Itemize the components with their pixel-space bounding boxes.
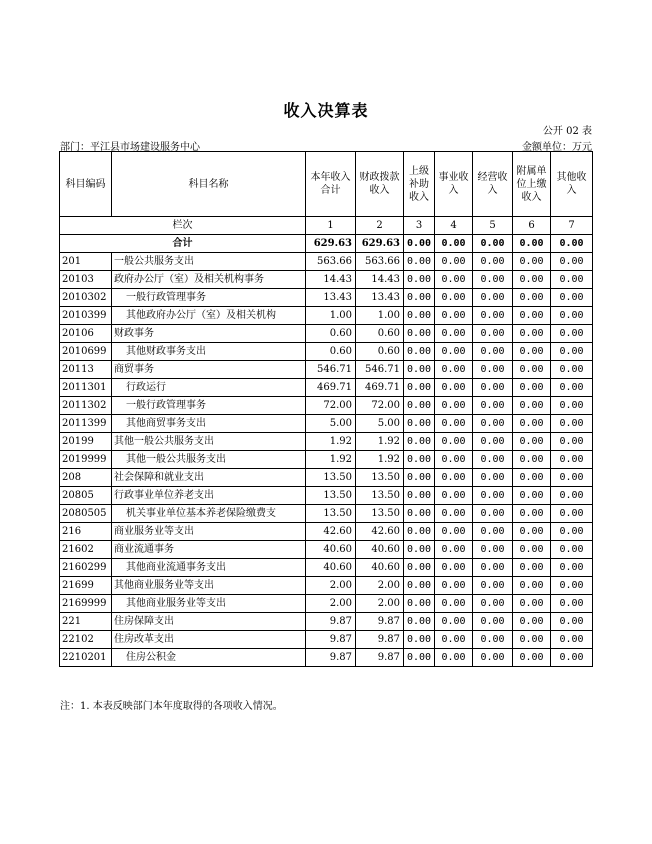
table-row (60, 631, 593, 649)
index-col: 4 (435, 217, 473, 235)
amount-cell: 0.60 (356, 325, 404, 343)
amount-cell: 13.50 (306, 505, 356, 523)
amount-cell: 0.00 (551, 451, 593, 469)
amount-cell: 0.00 (473, 613, 513, 631)
amount-cell: 0.00 (473, 289, 513, 307)
table-row (60, 379, 593, 397)
amount-cell: 0.00 (435, 541, 473, 559)
subject-name: 财政事务 (112, 325, 306, 343)
amount-cell: 0.00 (435, 271, 473, 289)
subject-code: 2010699 (60, 343, 112, 361)
subject-code: 20805 (60, 487, 112, 505)
amount-cell: 0.00 (551, 415, 593, 433)
header-business-income: 事业收入 (435, 152, 473, 217)
amount-cell: 0.00 (435, 523, 473, 541)
index-col: 3 (404, 217, 435, 235)
subject-name: 商贸事务 (112, 361, 306, 379)
amount-cell: 0.00 (435, 559, 473, 577)
amount-cell: 0.00 (435, 487, 473, 505)
table-row (60, 289, 593, 307)
amount-cell: 0.00 (551, 613, 593, 631)
subject-code: 2019999 (60, 451, 112, 469)
amount-cell: 0.00 (513, 361, 551, 379)
table-row (60, 325, 593, 343)
table-row (60, 487, 593, 505)
table-row (60, 415, 593, 433)
amount-cell: 0.00 (551, 361, 593, 379)
subject-code: 221 (60, 613, 112, 631)
amount-cell: 0.00 (473, 271, 513, 289)
subject-name: 其他政府办公厅（室）及相关机构 (112, 307, 306, 325)
amount-cell: 0.00 (435, 595, 473, 613)
amount-cell: 13.50 (306, 469, 356, 487)
table-row (60, 577, 593, 595)
amount-cell: 0.00 (513, 541, 551, 559)
amount-cell: 0.00 (404, 541, 435, 559)
subject-name: 一般公共服务支出 (112, 253, 306, 271)
amount-cell: 9.87 (356, 631, 404, 649)
amount-cell: 0.00 (513, 577, 551, 595)
subject-name: 住房保障支出 (112, 613, 306, 631)
amount-cell: 0.00 (513, 523, 551, 541)
amount-cell: 0.00 (473, 433, 513, 451)
amount-cell: 0.60 (356, 343, 404, 361)
amount-cell: 0.00 (404, 271, 435, 289)
amount-cell: 13.50 (356, 505, 404, 523)
amount-cell: 0.00 (435, 289, 473, 307)
subject-code: 20199 (60, 433, 112, 451)
amount-cell: 2.00 (306, 595, 356, 613)
total-row (60, 235, 593, 253)
index-label: 栏次 (60, 217, 306, 235)
subject-code: 2160299 (60, 559, 112, 577)
amount-cell: 0.00 (435, 343, 473, 361)
amount-cell: 0.00 (551, 343, 593, 361)
subject-name: 行政运行 (112, 379, 306, 397)
amount-cell: 469.71 (306, 379, 356, 397)
amount-cell: 42.60 (306, 523, 356, 541)
amount-cell: 13.43 (306, 289, 356, 307)
amount-cell: 0.00 (435, 649, 473, 667)
amount-cell: 0.00 (551, 541, 593, 559)
subject-code: 216 (60, 523, 112, 541)
subject-name: 一般行政管理事务 (112, 397, 306, 415)
amount-cell: 0.00 (473, 505, 513, 523)
amount-cell: 0.00 (404, 415, 435, 433)
amount-cell: 0.00 (435, 451, 473, 469)
amount-cell: 0.00 (513, 487, 551, 505)
subject-code: 20106 (60, 325, 112, 343)
table-row (60, 523, 593, 541)
amount-cell: 0.00 (404, 487, 435, 505)
index-col: 6 (513, 217, 551, 235)
amount-cell: 0.00 (404, 577, 435, 595)
amount-cell: 0.00 (551, 271, 593, 289)
amount-cell: 1.00 (306, 307, 356, 325)
subject-code: 21699 (60, 577, 112, 595)
amount-cell: 0.00 (404, 559, 435, 577)
subject-name: 住房公积金 (112, 649, 306, 667)
amount-cell: 0.00 (473, 397, 513, 415)
amount-cell: 0.00 (473, 577, 513, 595)
subject-name: 住房改革支出 (112, 631, 306, 649)
amount-cell: 0.60 (306, 343, 356, 361)
amount-cell: 0.00 (404, 631, 435, 649)
subject-code: 20113 (60, 361, 112, 379)
amount-cell: 0.00 (513, 505, 551, 523)
table-row (60, 451, 593, 469)
header-affiliated-income: 附属单位上缴收入 (513, 152, 551, 217)
amount-cell: 563.66 (306, 253, 356, 271)
subject-name: 商业服务业等支出 (112, 523, 306, 541)
amount-cell: 0.00 (404, 325, 435, 343)
subject-name: 其他商业服务业等支出 (112, 595, 306, 613)
table-row (60, 595, 593, 613)
amount-cell: 0.00 (551, 595, 593, 613)
index-col: 7 (551, 217, 593, 235)
amount-cell: 546.71 (306, 361, 356, 379)
subject-code: 2011302 (60, 397, 112, 415)
amount-cell: 0.00 (473, 325, 513, 343)
subject-code: 2210201 (60, 649, 112, 667)
amount-cell: 0.00 (404, 595, 435, 613)
department-label: 部门：平江县市场建设服务中心 (60, 142, 200, 153)
header-operating-income: 经营收入 (473, 152, 513, 217)
amount-cell: 0.00 (513, 649, 551, 667)
amount-cell: 9.87 (306, 649, 356, 667)
subject-code: 2011301 (60, 379, 112, 397)
amount-cell: 0.00 (435, 433, 473, 451)
amount-cell: 0.00 (435, 577, 473, 595)
amount-cell: 0.00 (551, 505, 593, 523)
amount-cell: 0.00 (404, 379, 435, 397)
table-row (60, 469, 593, 487)
amount-cell: 0.00 (551, 307, 593, 325)
amount-cell: 9.87 (306, 631, 356, 649)
subject-name: 其他商业流通事务支出 (112, 559, 306, 577)
table-row (60, 397, 593, 415)
amount-cell: 546.71 (356, 361, 404, 379)
amount-unit-label: 金额单位：万元 (522, 142, 592, 153)
amount-cell: 0.00 (473, 307, 513, 325)
table-row (60, 649, 593, 667)
subject-code: 208 (60, 469, 112, 487)
amount-cell: 13.50 (356, 469, 404, 487)
amount-cell: 0.00 (513, 253, 551, 271)
table-row (60, 559, 593, 577)
amount-cell: 0.00 (473, 343, 513, 361)
amount-cell: 2.00 (356, 595, 404, 613)
header-name: 科目名称 (112, 152, 306, 217)
subject-name: 机关事业单位基本养老保险缴费支 (112, 505, 306, 523)
amount-cell: 0.00 (435, 397, 473, 415)
amount-cell: 0.00 (404, 433, 435, 451)
amount-cell: 14.43 (356, 271, 404, 289)
total-label: 合计 (60, 235, 306, 253)
index-row (60, 217, 593, 235)
amount-cell: 9.87 (306, 613, 356, 631)
amount-cell: 0.00 (473, 595, 513, 613)
amount-cell: 0.00 (551, 379, 593, 397)
amount-cell: 0.00 (513, 397, 551, 415)
header-superior-subsidy: 上级补助收入 (404, 152, 435, 217)
table-row (60, 271, 593, 289)
amount-cell: 1.92 (356, 433, 404, 451)
header-code: 科目编码 (60, 152, 112, 217)
amount-cell: 0.00 (473, 469, 513, 487)
subject-name: 其他商贸事务支出 (112, 415, 306, 433)
subject-name: 一般行政管理事务 (112, 289, 306, 307)
index-col: 5 (473, 217, 513, 235)
table-row (60, 433, 593, 451)
table-row (60, 343, 593, 361)
amount-cell: 0.00 (404, 397, 435, 415)
amount-cell: 13.50 (356, 487, 404, 505)
amount-cell: 0.00 (513, 613, 551, 631)
amount-cell: 5.00 (306, 415, 356, 433)
amount-cell: 0.00 (435, 505, 473, 523)
amount-cell: 0.00 (513, 631, 551, 649)
subject-code: 2011399 (60, 415, 112, 433)
subject-name: 行政事业单位养老支出 (112, 487, 306, 505)
amount-cell: 0.00 (435, 325, 473, 343)
amount-cell: 1.92 (356, 451, 404, 469)
amount-cell: 0.00 (513, 433, 551, 451)
subject-code: 201 (60, 253, 112, 271)
subject-name: 其他商业服务业等支出 (112, 577, 306, 595)
amount-cell: 40.60 (306, 541, 356, 559)
income-table (59, 151, 593, 667)
subject-code: 2010399 (60, 307, 112, 325)
header-other-income: 其他收入 (551, 152, 593, 217)
amount-cell: 0.00 (473, 631, 513, 649)
index-col: 2 (356, 217, 404, 235)
amount-cell: 0.00 (551, 577, 593, 595)
amount-cell: 0.00 (513, 559, 551, 577)
amount-cell: 0.00 (551, 289, 593, 307)
amount-cell: 0.00 (473, 361, 513, 379)
total-value: 629.63 (306, 235, 356, 253)
amount-cell: 9.87 (356, 613, 404, 631)
amount-cell: 0.00 (551, 469, 593, 487)
header-fiscal-appropriation: 财政拨款收入 (356, 152, 404, 217)
subject-code: 20103 (60, 271, 112, 289)
amount-cell: 0.00 (473, 451, 513, 469)
amount-cell: 0.00 (551, 397, 593, 415)
amount-cell: 0.00 (473, 559, 513, 577)
amount-cell: 0.00 (404, 469, 435, 487)
amount-cell: 0.00 (435, 613, 473, 631)
amount-cell: 72.00 (356, 397, 404, 415)
subject-name: 社会保障和就业支出 (112, 469, 306, 487)
amount-cell: 0.00 (404, 343, 435, 361)
amount-cell: 0.00 (513, 451, 551, 469)
amount-cell: 0.00 (513, 271, 551, 289)
index-col: 1 (306, 217, 356, 235)
amount-cell: 0.00 (473, 541, 513, 559)
header-total-income: 本年收入合计 (306, 152, 356, 217)
amount-cell: 0.00 (404, 289, 435, 307)
amount-cell: 0.00 (513, 325, 551, 343)
amount-cell: 1.92 (306, 451, 356, 469)
table-row (60, 541, 593, 559)
table-row (60, 361, 593, 379)
amount-cell: 40.60 (356, 541, 404, 559)
amount-cell: 2.00 (356, 577, 404, 595)
amount-cell: 0.00 (513, 307, 551, 325)
total-value: 0.00 (473, 235, 513, 253)
total-value: 0.00 (513, 235, 551, 253)
total-value: 629.63 (356, 235, 404, 253)
amount-cell: 0.00 (435, 253, 473, 271)
amount-cell: 469.71 (356, 379, 404, 397)
amount-cell: 563.66 (356, 253, 404, 271)
amount-cell: 0.00 (404, 649, 435, 667)
amount-cell: 5.00 (356, 415, 404, 433)
subject-code: 21602 (60, 541, 112, 559)
amount-cell: 40.60 (356, 559, 404, 577)
amount-cell: 0.00 (551, 649, 593, 667)
amount-cell: 14.43 (306, 271, 356, 289)
amount-cell: 0.00 (513, 289, 551, 307)
amount-cell: 0.00 (551, 559, 593, 577)
amount-cell: 0.00 (551, 523, 593, 541)
amount-cell: 0.00 (551, 253, 593, 271)
amount-cell: 0.00 (404, 253, 435, 271)
amount-cell: 0.00 (435, 307, 473, 325)
amount-cell: 13.50 (306, 487, 356, 505)
amount-cell: 0.00 (473, 649, 513, 667)
amount-cell: 72.00 (306, 397, 356, 415)
amount-cell: 0.00 (404, 505, 435, 523)
amount-cell: 0.00 (551, 631, 593, 649)
subject-code: 2169999 (60, 595, 112, 613)
amount-cell: 0.00 (513, 379, 551, 397)
amount-cell: 1.92 (306, 433, 356, 451)
amount-cell: 0.00 (551, 487, 593, 505)
subject-name: 政府办公厅（室）及相关机构事务 (112, 271, 306, 289)
amount-cell: 0.00 (513, 469, 551, 487)
amount-cell: 13.43 (356, 289, 404, 307)
amount-cell: 0.00 (551, 433, 593, 451)
amount-cell: 0.60 (306, 325, 356, 343)
amount-cell: 0.00 (404, 307, 435, 325)
total-value: 0.00 (551, 235, 593, 253)
header-row (60, 152, 593, 217)
subject-code: 2010302 (60, 289, 112, 307)
page-title: 收入决算表 (283, 101, 369, 120)
table-row (60, 613, 593, 631)
subject-code: 22102 (60, 631, 112, 649)
amount-cell: 40.60 (306, 559, 356, 577)
amount-cell: 0.00 (513, 343, 551, 361)
amount-cell: 0.00 (435, 415, 473, 433)
amount-cell: 0.00 (404, 451, 435, 469)
subject-code: 2080505 (60, 505, 112, 523)
table-row (60, 307, 593, 325)
footnote: 注：1. 本表反映部门本年度取得的各项收入情况。 (60, 701, 283, 712)
amount-cell: 2.00 (306, 577, 356, 595)
amount-cell: 42.60 (356, 523, 404, 541)
amount-cell: 0.00 (513, 415, 551, 433)
total-value: 0.00 (435, 235, 473, 253)
amount-cell: 0.00 (435, 631, 473, 649)
subject-name: 其他一般公共服务支出 (112, 451, 306, 469)
amount-cell: 0.00 (473, 253, 513, 271)
amount-cell: 0.00 (435, 361, 473, 379)
amount-cell: 0.00 (473, 487, 513, 505)
amount-cell: 0.00 (473, 523, 513, 541)
subject-name: 其他一般公共服务支出 (112, 433, 306, 451)
amount-cell: 0.00 (435, 469, 473, 487)
subject-name: 商业流通事务 (112, 541, 306, 559)
amount-cell: 0.00 (435, 379, 473, 397)
amount-cell: 9.87 (356, 649, 404, 667)
total-value: 0.00 (404, 235, 435, 253)
amount-cell: 1.00 (356, 307, 404, 325)
amount-cell: 0.00 (473, 415, 513, 433)
amount-cell: 0.00 (513, 595, 551, 613)
amount-cell: 0.00 (551, 325, 593, 343)
amount-cell: 0.00 (404, 613, 435, 631)
table-row (60, 505, 593, 523)
subject-name: 其他财政事务支出 (112, 343, 306, 361)
amount-cell: 0.00 (404, 523, 435, 541)
amount-cell: 0.00 (473, 379, 513, 397)
form-number: 公开 02 表 (542, 126, 592, 137)
table-row (60, 253, 593, 271)
amount-cell: 0.00 (404, 361, 435, 379)
